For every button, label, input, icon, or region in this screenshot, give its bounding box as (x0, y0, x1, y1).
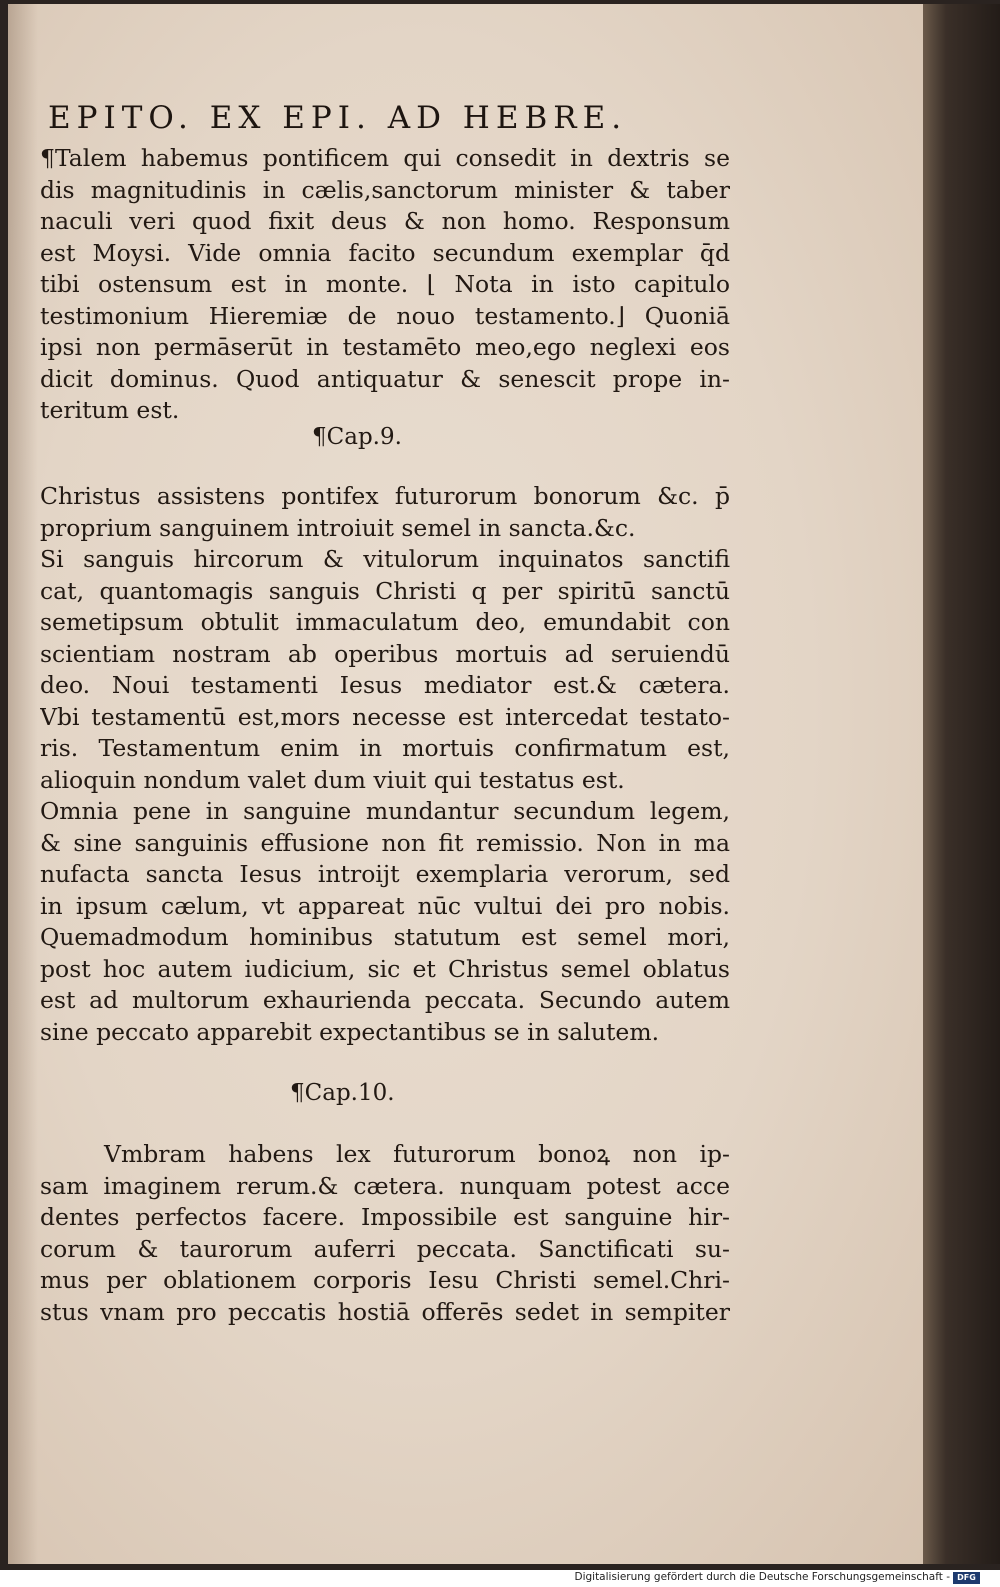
text-line: proprium sanguinem introiuit semel in sancta.&c. (40, 513, 636, 542)
paragraph-3 (40, 1139, 730, 1328)
text-line: in ipsum cælum, vt appareat nūc vultui dei pro nobis. (40, 891, 730, 920)
text-line: testimonium Hieremiæ de nouo testamento.⌋ Quoniā (40, 301, 730, 330)
page-edge (923, 4, 1000, 1564)
text-line: Omnia pene in sanguine mundantur secundum legem, (40, 797, 730, 825)
text-line: tibi ostensum est in monte. ⌊ Nota in isto capitulo (40, 270, 730, 298)
text-line: Vmbram habens lex futurorum bonoꝝ non ip- (104, 1140, 730, 1168)
text-line: dentes perfectos facere. Impossibile est sanguine hir- (40, 1203, 730, 1231)
footer-bar (0, 1570, 1000, 1587)
text-line: dicit dominus. Quod antiquatur & senescit prope in- (40, 364, 730, 393)
text-line: ¶Talem habemus pontificem qui consedit in dextris se (40, 144, 730, 172)
paragraph-2 (40, 481, 730, 1048)
text-line: nufacta sancta Iesus introijt exemplaria verorum, sed (40, 860, 730, 888)
text-line: deo. Noui testamenti Iesus mediator est.& cætera. (40, 671, 730, 699)
text-line: Si sanguis hircorum & vitulorum inquinatos sanctifi (40, 545, 730, 573)
text-line: est ad multorum exhaurienda peccata. Secundo autem (40, 986, 730, 1014)
text-line: mus per oblationem corporis Iesu Christi semel.Chri- (40, 1266, 730, 1294)
text-line: cat, quantomagis sanguis Christi q per spiritū sanctū (40, 576, 730, 605)
text-line: naculi veri quod fixit deus & non homo. Responsum (40, 207, 730, 235)
text-line: est Moysi. Vide omnia facito secundum exemplar q̄d (40, 238, 730, 267)
text-line: ipsi non permāserūt in testamēto meo,ego neglexi eos (40, 333, 730, 361)
text-line: ris. Testamentum enim in mortuis confirmatum est, (40, 734, 730, 762)
text-line: sam imaginem rerum.& cætera. nunquam potest acce (40, 1171, 730, 1200)
dfg-logo: DFG (953, 1572, 980, 1584)
text-line: sine peccato apparebit expectantibus se in salutem. (40, 1017, 660, 1046)
text-line: Vbi testamentū est,mors necesse est intercedat testato- (40, 702, 730, 731)
text-line: Christus assistens pontifex futurorum bonorum &c. p̄ (40, 482, 730, 510)
text-line: post hoc autem iudicium, sic et Christus semel oblatus (40, 954, 730, 983)
text-line: stus vnam pro peccatis hostiā offerēs sedet in sempiter (40, 1297, 730, 1326)
text-line: dis magnitudinis in cælis,sanctorum minister & taber (40, 175, 730, 204)
chapter-heading-9: ¶Cap.9. (312, 424, 402, 450)
text-line: & sine sanguinis effusione non fit remissio. Non in ma (40, 828, 730, 857)
text-line: scientiam nostram ab operibus mortuis ad seruiendū (40, 639, 730, 668)
paragraph-1 (40, 143, 730, 427)
text-line: semetipsum obtulit immaculatum deo, emundabit con (40, 608, 730, 636)
text-line: teritum est. (40, 396, 180, 424)
running-head: EPITO. EX EPI. AD HEBRE. (48, 100, 628, 136)
spine-shadow (8, 4, 38, 1564)
funding-credit: Digitalisierung gefördert durch die Deutsche Forschungsgemeinschaft - (574, 1571, 950, 1583)
chapter-heading-10: ¶Cap.10. (290, 1080, 395, 1106)
text-line: Quemadmodum hominibus statutum est semel mori, (40, 923, 730, 951)
text-line: corum & taurorum auferri peccata. Sanctificati su- (40, 1234, 730, 1263)
text-line: alioquin nondum valet dum viuit qui testatus est. (40, 765, 625, 794)
